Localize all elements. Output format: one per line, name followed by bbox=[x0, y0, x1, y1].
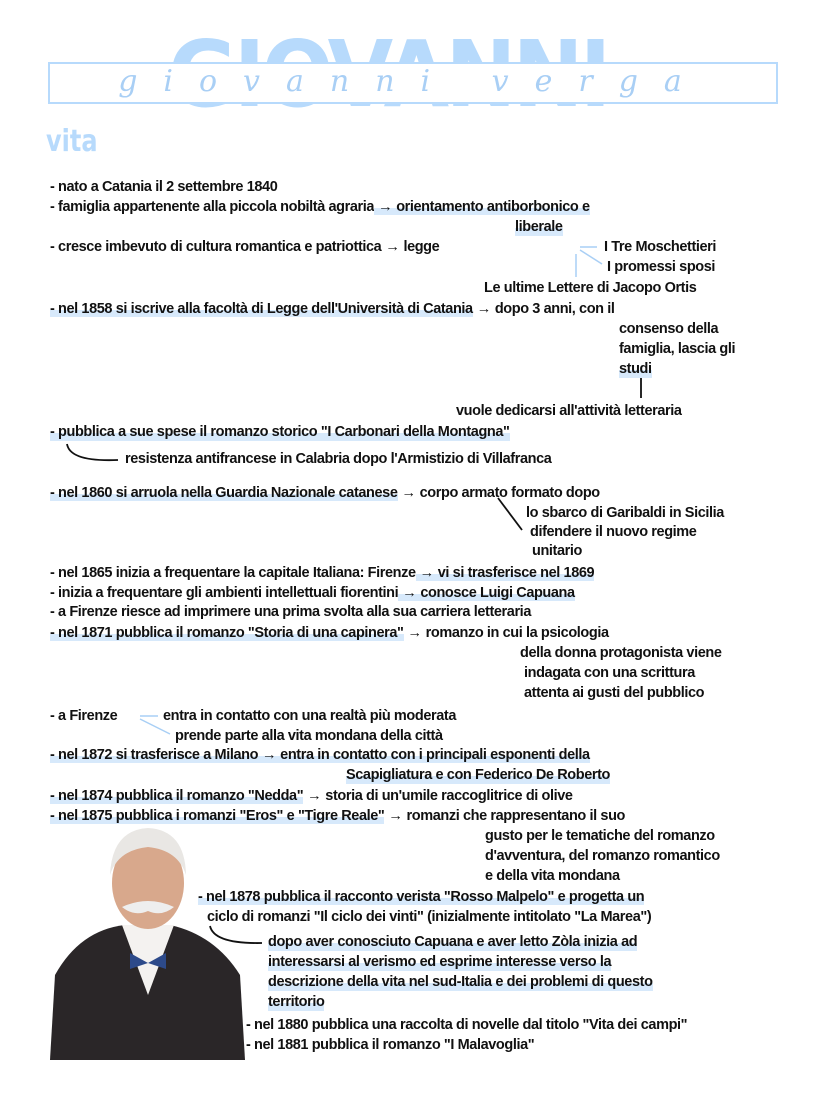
line: - nato a Catania il 2 settembre 1840 bbox=[50, 179, 278, 195]
arrow-icon bbox=[576, 247, 602, 277]
line: dopo aver conosciuto Capuana e aver letto Zòla inizia ad bbox=[268, 934, 638, 950]
line: ciclo di romanzi "Il ciclo dei vinti" (inizialmente intitolato "La Marea") bbox=[207, 909, 652, 925]
arrow-icon bbox=[67, 444, 118, 460]
line: indagata con una scrittura bbox=[524, 665, 695, 681]
line: - nel 1871 pubblica il romanzo "Storia di una capinera"→ romanzo in cui la psicologia bbox=[50, 624, 609, 642]
line: - a Firenze riesce ad imprimere una prima svolta alla sua carriera letteraria bbox=[50, 604, 531, 620]
line: interessarsi al verismo ed esprime interesse verso la bbox=[268, 954, 612, 970]
line: - nel 1874 pubblica il romanzo "Nedda"→ storia di un'umile raccoglitrice di olive bbox=[50, 787, 573, 805]
line: prende parte alla vita mondana della città bbox=[175, 728, 443, 744]
line: attenta ai gusti del pubblico bbox=[524, 685, 705, 701]
line: e della vita mondana bbox=[485, 868, 620, 884]
line: territorio bbox=[268, 994, 325, 1010]
line: Scapigliatura e con Federico De Roberto bbox=[346, 767, 610, 783]
line: - nel 1858 si iscrive alla facoltà di Legge dell'Università di Catania→ dopo 3 anni, con il bbox=[50, 300, 615, 318]
line: - nel 1872 si trasferisce a Milano→ entra in contatto con i principali esponenti della bbox=[50, 746, 590, 764]
line: resistenza antifrancese in Calabria dopo l'Armistizio di Villafranca bbox=[125, 451, 552, 467]
title-script: giovanni verga bbox=[118, 64, 708, 99]
line: - inizia a frequentare gli ambienti intellettuali fiorentini→ conosce Luigi Capuana bbox=[50, 584, 575, 602]
line: - a Firenze bbox=[50, 708, 118, 724]
arrow-icon bbox=[498, 498, 522, 530]
line: consenso della bbox=[619, 321, 719, 337]
line: famiglia, lascia gli bbox=[619, 341, 736, 357]
line: - nel 1865 inizia a frequentare la capitale Italiana: Firenze→ vi si trasferisce nel 1869 bbox=[50, 564, 594, 582]
line: I Tre Moschettieri bbox=[604, 239, 717, 255]
line: vuole dedicarsi all'attività letteraria bbox=[456, 403, 682, 419]
line: unitario bbox=[532, 543, 582, 559]
line: studi bbox=[619, 361, 652, 377]
line: - famiglia appartenente alla piccola nobiltà agraria→ orientamento antiborbonico e bbox=[50, 198, 590, 216]
line: - pubblica a sue spese il romanzo storico "I Carbonari della Montagna" bbox=[50, 424, 510, 440]
section-heading: vita bbox=[46, 124, 98, 159]
line: della donna protagonista viene bbox=[520, 645, 722, 661]
line: - nel 1878 pubblica il racconto verista "Rosso Malpelo" e progetta un bbox=[198, 889, 645, 905]
line: lo sbarco di Garibaldi in Sicilia bbox=[526, 505, 724, 521]
line: I promessi sposi bbox=[607, 259, 716, 275]
line: entra in contatto con una realtà più moderata bbox=[163, 708, 456, 724]
line: gusto per le tematiche del romanzo bbox=[485, 828, 715, 844]
line: descrizione della vita nel sud-Italia e dei problemi di questo bbox=[268, 974, 653, 990]
line: - cresce imbevuto di cultura romantica e patriottica→ legge bbox=[50, 238, 439, 256]
line: - nel 1860 si arruola nella Guardia Nazionale catanese→ corpo armato formato dopo bbox=[50, 484, 600, 502]
line: d'avventura, del romanzo romantico bbox=[485, 848, 720, 864]
line: - nel 1881 pubblica il romanzo "I Malavoglia" bbox=[246, 1037, 535, 1053]
portrait-photo bbox=[50, 825, 245, 1060]
line: difendere il nuovo regime bbox=[530, 524, 697, 540]
line: liberale bbox=[515, 219, 563, 235]
line: Le ultime Lettere di Jacopo Ortis bbox=[484, 280, 697, 296]
line: - nel 1880 pubblica una raccolta di novelle dal titolo "Vita dei campi" bbox=[246, 1017, 688, 1033]
line: - nel 1875 pubblica i romanzi "Eros" e "Tigre Reale"→ romanzi che rappresentano il suo bbox=[50, 807, 625, 825]
